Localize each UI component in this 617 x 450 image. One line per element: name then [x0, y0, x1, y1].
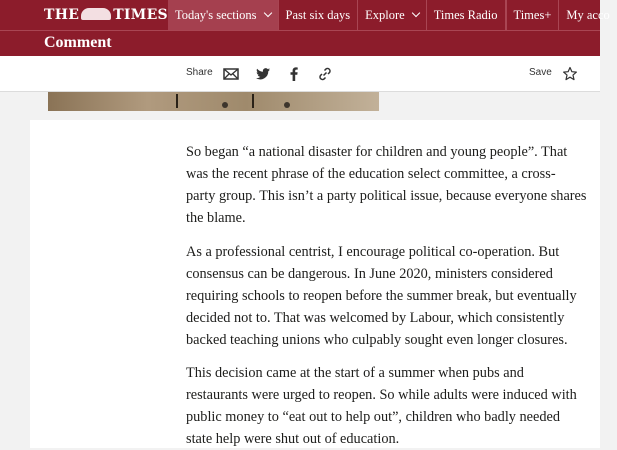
times-logo[interactable] — [0, 0, 168, 30]
nav-item-label: Past six days — [285, 7, 351, 22]
star-icon[interactable] — [562, 66, 578, 82]
logo-text-the: THE — [44, 7, 80, 23]
facebook-icon[interactable] — [286, 66, 302, 82]
chair-leg — [176, 94, 178, 108]
text-line: This decision came at the start of a summer when pubs and — [186, 365, 524, 381]
logo-text-times: TIMES — [113, 7, 168, 23]
text-line: requiring schools to reopen before the summer break, but eventually — [186, 288, 577, 304]
section-title[interactable]: Comment — [44, 34, 112, 51]
text-line: state help were shut out of education. — [186, 431, 400, 447]
paragraph-1 — [186, 141, 591, 229]
right-sidebar — [379, 92, 600, 111]
nav-item-label: Times+ — [513, 7, 552, 22]
text-line: party group. This isn’t a party political issue, because everyone shares — [186, 188, 587, 204]
nav-item-label: My acco — [566, 7, 610, 22]
article-image — [48, 92, 379, 111]
chair-wheel — [222, 102, 228, 108]
nav-past-six-days[interactable] — [279, 0, 359, 30]
nav-explore[interactable] — [358, 0, 427, 30]
nav-item-label: Today's sections — [174, 7, 257, 22]
nav-my-account[interactable] — [559, 0, 616, 30]
text-line: public money to “eat out to help out”, children who badly needed — [186, 409, 560, 425]
nav-todays-sections[interactable] — [168, 0, 279, 30]
text-line: As a professional centrist, I encourage political co-operation. But — [186, 244, 560, 260]
paragraph-3 — [186, 362, 591, 450]
text-line: decided not to. That was welcomed by Labour, which consistently — [186, 310, 565, 326]
nav-times-plus[interactable] — [507, 0, 560, 30]
share-bar — [0, 56, 600, 92]
royal-crest-icon — [81, 8, 111, 20]
text-line: the blame. — [186, 210, 246, 226]
text-line: backed teaching unions who culpably sought even longer closures. — [186, 332, 568, 348]
email-icon[interactable] — [223, 66, 239, 82]
paragraph-2 — [186, 241, 591, 351]
article-body — [30, 120, 600, 448]
link-icon[interactable] — [317, 66, 333, 82]
section-bar — [0, 30, 600, 56]
twitter-icon[interactable] — [255, 66, 271, 82]
share-label: Share — [186, 67, 213, 78]
text-line: So began “a national disaster for children and young people”. That — [186, 144, 568, 160]
nav-times-radio[interactable] — [427, 0, 506, 30]
top-navigation — [0, 0, 610, 30]
chevron-down-icon — [411, 9, 419, 17]
chair-leg — [252, 94, 254, 108]
chair-wheel — [284, 102, 290, 108]
text-line: consensus can be dangerous. In June 2020, ministers considered — [186, 266, 553, 282]
text-line: restaurants were urged to reopen. So while adults were induced with — [186, 387, 577, 403]
text-line: was the recent phrase of the education select committee, a cross- — [186, 166, 556, 182]
save-label[interactable]: Save — [529, 67, 552, 78]
nav-item-label: Explore — [365, 7, 405, 22]
nav-item-label: Times Radio — [433, 7, 498, 22]
chevron-down-icon — [263, 9, 271, 17]
